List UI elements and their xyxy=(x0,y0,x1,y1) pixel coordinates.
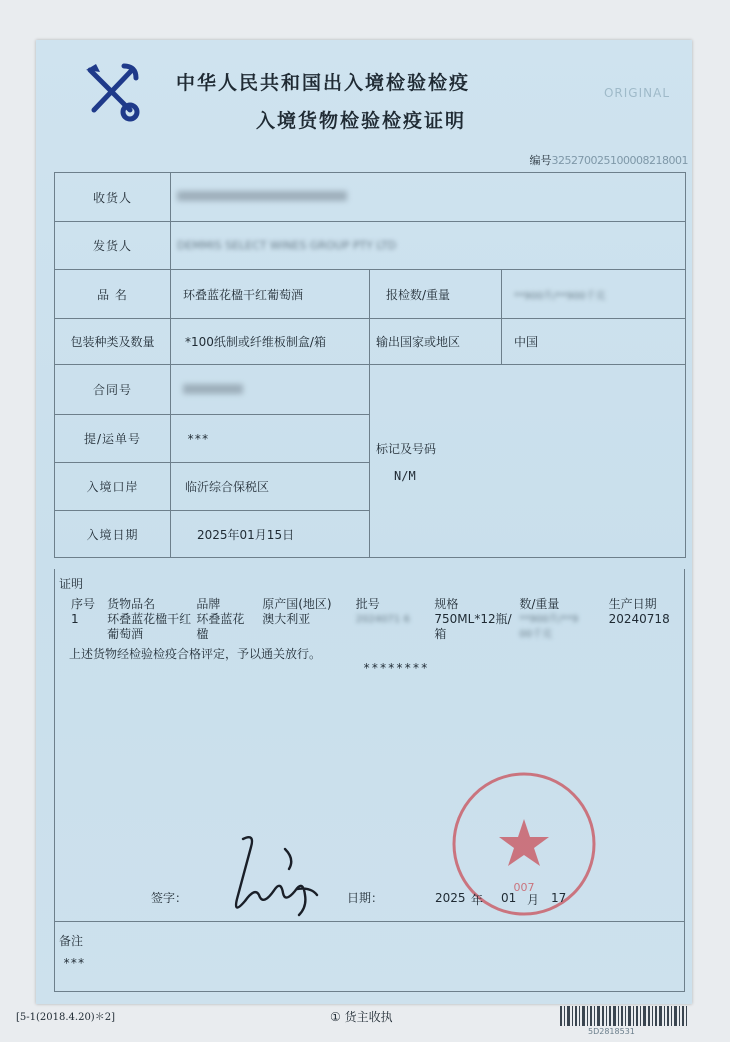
col-no: 序号 xyxy=(71,597,96,611)
remarks-section xyxy=(54,922,685,992)
entry-date-value: 2025年01月15日 xyxy=(171,511,370,558)
col-name: 货物品名 xyxy=(107,597,156,611)
marks-label: 标记及号码 xyxy=(376,441,437,456)
goods-detail-table xyxy=(69,597,681,642)
consignee-value xyxy=(171,173,686,222)
signature-label: 签字： xyxy=(151,891,188,905)
certificate-number xyxy=(530,152,688,168)
row-prod-date: 20240718 xyxy=(608,612,670,626)
certificate-sheet xyxy=(36,40,692,1004)
goods-detail-header xyxy=(69,597,681,612)
packing-row xyxy=(55,319,686,365)
form-code: [5-1(2018.4.20)＊2] xyxy=(16,1012,115,1023)
row-brand xyxy=(194,612,260,642)
goods-label: 品 名 xyxy=(55,270,171,319)
marks-value: N/M xyxy=(394,468,416,483)
row-batch: 2024071 6 xyxy=(355,614,410,625)
remarks-value: *** xyxy=(63,956,85,970)
marks-cell xyxy=(370,365,686,558)
seal-code: 007 xyxy=(513,881,535,894)
remarks-label: 备注 xyxy=(59,934,84,948)
certificate-number-value: 325270025100008218001 xyxy=(551,154,688,167)
consignor-label: 发货人 xyxy=(55,222,171,270)
handwritten-signature xyxy=(185,829,325,919)
copy-label: ① 货主收执 xyxy=(330,1010,393,1024)
issue-year-char: 年 xyxy=(471,893,484,907)
origin-country-value: 中国 xyxy=(502,319,686,365)
stars-line: ******** xyxy=(363,661,429,675)
goods-row xyxy=(55,270,686,319)
contract-row xyxy=(55,365,686,415)
col-brand: 品牌 xyxy=(196,597,221,611)
table-row xyxy=(69,612,681,642)
row-qty-line1: **900升/**9 xyxy=(519,614,579,625)
quantity-weight-label: 报检数/重量 xyxy=(370,270,502,319)
row-spec xyxy=(432,612,517,642)
certificate-number-label: 编号 xyxy=(529,154,552,167)
issue-year: 2025 xyxy=(435,891,466,905)
customs-emblem-icon xyxy=(80,58,146,124)
clearance-note: 上述货物经检验检疫合格评定，予以通关放行。 xyxy=(69,647,322,661)
row-origin: 澳大利亚 xyxy=(262,612,311,626)
col-spec: 规格 xyxy=(434,597,459,611)
bill-label: 提/运单号 xyxy=(55,415,171,463)
details-table xyxy=(54,172,686,558)
row-spec-line2: 箱 xyxy=(434,627,447,641)
consignor-row xyxy=(55,222,686,270)
certificate-label: 证明 xyxy=(59,577,84,591)
date-label: 日期： xyxy=(347,891,384,905)
redacted-contract xyxy=(183,384,243,394)
document-title: 入境货物检验检疫证明 xyxy=(256,110,467,132)
bill-value: *** xyxy=(171,415,370,463)
entry-date-label: 入境日期 xyxy=(55,511,171,558)
entry-port-label: 入境口岸 xyxy=(55,463,171,511)
entry-port-value: 临沂综合保税区 xyxy=(171,463,370,511)
original-watermark: ORIGINAL xyxy=(603,86,670,100)
quantity-weight-value: **900升/**900千克 xyxy=(502,270,686,319)
barcode-number: 5D2818531 xyxy=(588,1027,635,1036)
goods-value: 环叠蓝花楹干红葡萄酒 xyxy=(171,270,370,319)
row-qty xyxy=(517,612,606,642)
row-qty-line2: 00千克 xyxy=(519,629,553,640)
packing-value: *100纸制或纤维板制盒/箱 xyxy=(171,319,370,365)
contract-value xyxy=(171,365,370,415)
col-origin: 原产国(地区) xyxy=(262,597,332,611)
row-brand-line1: 环叠蓝花 xyxy=(196,612,245,626)
row-brand-line2: 楹 xyxy=(196,627,209,641)
row-no: 1 xyxy=(71,612,79,626)
authority-title: 中华人民共和国出入境检验检疫 xyxy=(176,72,471,94)
certificate-section xyxy=(54,569,685,922)
row-spec-line1: 750ML*12瓶/ xyxy=(434,612,512,626)
issue-month: 01 xyxy=(501,891,517,905)
col-qty: 数/重量 xyxy=(519,597,560,611)
col-prod-date: 生产日期 xyxy=(608,597,657,611)
issue-day: 17 xyxy=(551,891,567,905)
consignee-label: 收货人 xyxy=(55,173,171,222)
contract-label: 合同号 xyxy=(55,365,171,415)
redacted-consignee xyxy=(177,191,347,201)
issue-month-char: 月 xyxy=(527,893,540,907)
barcode-icon xyxy=(560,1006,690,1026)
row-name-line1: 环叠蓝花楹干红 xyxy=(107,612,192,626)
origin-country-label: 输出国家或地区 xyxy=(370,319,502,365)
consignee-row xyxy=(55,173,686,222)
packing-label: 包装种类及数量 xyxy=(55,319,171,365)
col-batch: 批号 xyxy=(355,597,380,611)
row-name-line2: 葡萄酒 xyxy=(107,627,144,641)
consignor-value: DEMMIS SELECT WINES GROUP PTY LTD xyxy=(171,222,686,270)
row-name xyxy=(105,612,194,642)
